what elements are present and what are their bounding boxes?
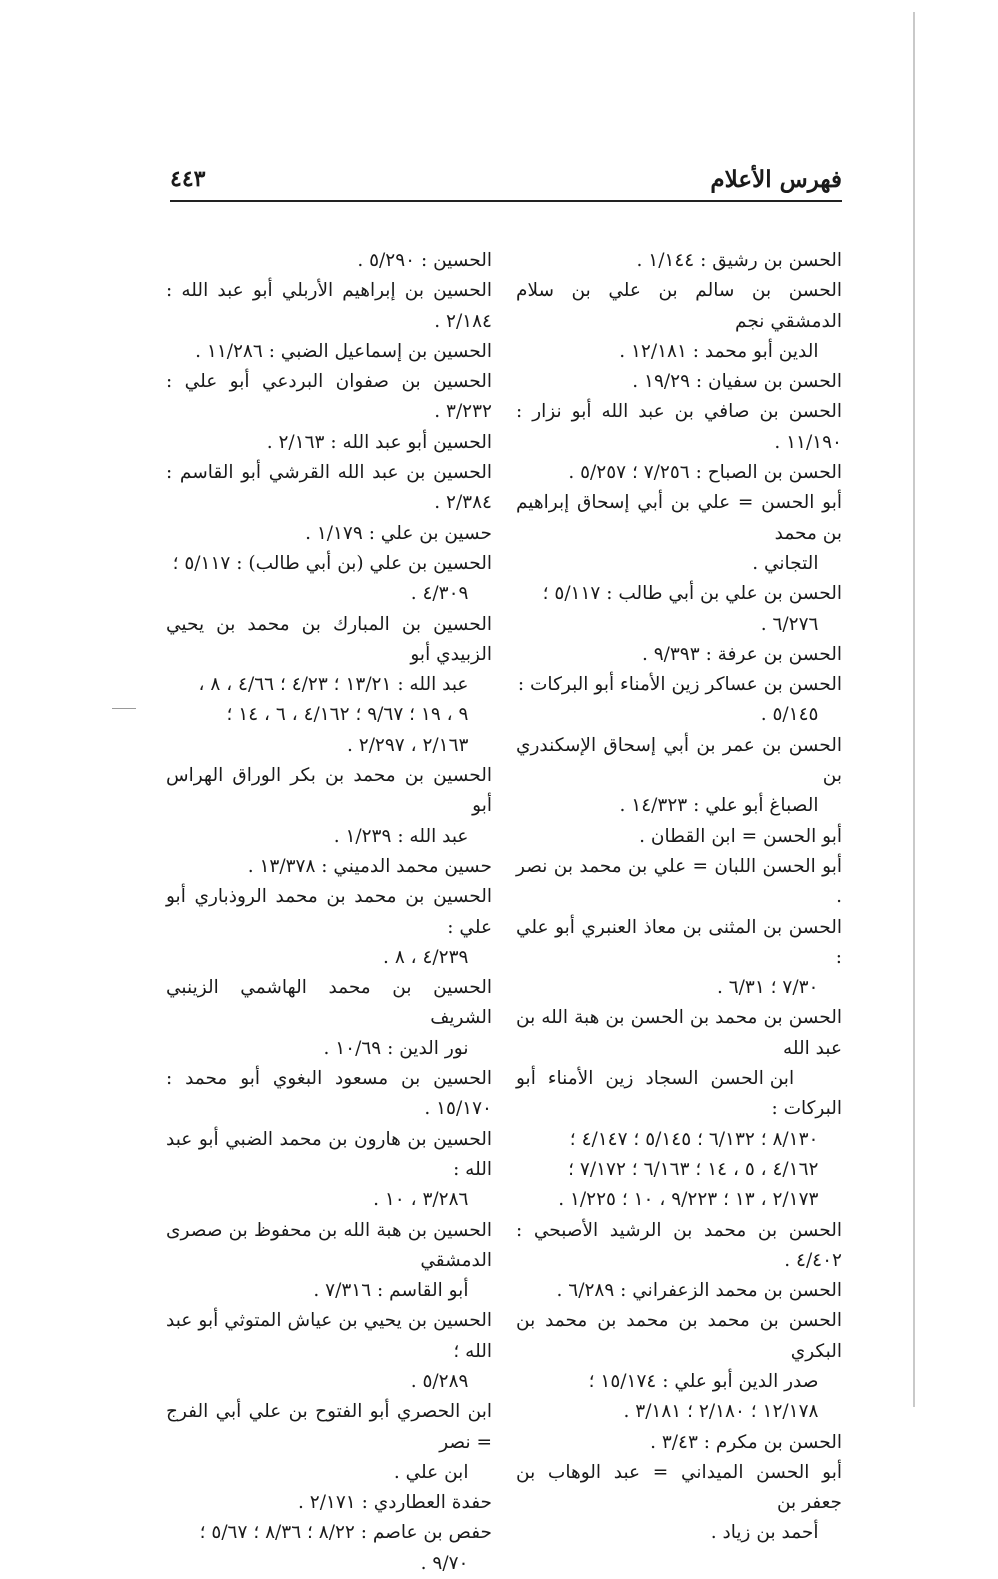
page-number: ٤٤٣: [170, 166, 206, 192]
margin-mark: [112, 708, 136, 709]
running-title: فهرس الأعلام: [710, 166, 842, 193]
index-column-right: الحسن بن رشيق : ١/١٤٤ . الحسن بن سالم بن علي بن سلام الدمشقي نجم الدين أبو محمد : ١٢/١٨١ . الحسن بن سفيان : ١٩/٢٩ . الحسن بن صافي بن عبد الله أبو نزار : ١١/١٩٠ . الحسن بن الصباح : ٧/٢٥٦ ؛ ٥/٢٥٧ . أبو الحسن = علي بن أبي إسحاق إبراهيم بن محمد التجاني . الحسن بن علي بن أبي طالب : ٥/١١٧ ؛ ٦/٢٧٦ . الحسن بن عرفة : ٩/٣٩٣ . الحسن بن عساكر زين الأمناء أبو البركات : ٥/١٤٥ . الحسن بن عمر بن أبي إسحاق الإسكندري بن الصباغ أبو علي : ١٤/٣٢٣ . أبو الحسن = ابن القطان . أبو الحسن اللبان = علي بن محمد بن نصر . الحسن بن المثنى بن معاذ العنبري أبو علي : ٧/٣٠ ؛ ٦/٣١ . الحسن بن محمد بن الحسن بن هبة الله بن عبد الله ابن الحسن السجاد زين الأمناء أبو البركات : ٨/١٣٠ ؛ ٦/١٣٢ ؛ ٥/١٤٥ ؛ ٤/١٤٧ ؛ ٤/١٦٢ ، ٥ ، ١٤ ؛ ٦/١٦٣ ؛ ٧/١٧٢ ؛ ٢/١٧٣ ، ١٣ ؛ ٩/٢٢٣ ، ١٠ ؛ ١/٢٢٥ . الحسن بن محمد بن الرشيد الأصبحي : ٤/٤٠٢ . الحسن بن محمد الزعفراني : ٦/٢٨٩ . الحسن بن محمد بن محمد بن محمد بن البكري صدر الدين أبو علي : ١٥/١٧٤ ؛ ١٢/١٧٨ ؛ ٢/١٨٠ ؛ ٣/١٨١ . الحسن بن مكرم : ٣/٤٣ . أبو الحسن الميداني = عبد الوهاب بن جعفر بن أحمد بن زياد .: [516, 250, 842, 1544]
page-gutter-line: [913, 12, 915, 1407]
index-column-left: الحسين : ٥/٢٩٠ . الحسين بن إبراهيم الأربلي أبو عبد الله : ٢/١٨٤ . الحسين بن إسماعيل الضبي : ١١/٢٨٦ . الحسين بن صفوان البردعي أبو علي : ٣/٢٣٢ . الحسين أبو عبد الله : ٢/١٦٣ . الحسين بن عبد الله القرشي أبو القاسم : ٢/٣٨٤ . حسين بن علي : ١/١٧٩ . الحسين بن علي (بن أبي طالب) : ٥/١١٧ ؛ ٤/٣٠٩ . الحسين بن المبارك بن محمد بن يحيي الزبيدي أبو عبد الله : ١٣/٢١ ؛ ٤/٢٣ ؛ ٤/٦٦ ، ٨ ، ٩ ، ١٩ ؛ ٩/٦٧ ؛ ٤/١٦٢ ، ٦ ، ١٤ ؛ ٢/١٦٣ ، ٢/٢٩٧ . الحسين بن محمد بن بكر الوراق الهراس أبو عبد الله : ١/٢٣٩ . حسين محمد الدميني : ١٣/٣٧٨ . الحسين بن محمد بن محمد الروذباري أبو علي : ٤/٢٣٩ ، ٨ . الحسين بن محمد الهاشمي الزينبي الشريف نور الدين : ١٠/٦٩ . الحسين بن مسعود البغوي أبو محمد : ١٥/١٧٠ . الحسين بن هارون بن محمد الضبي أبو عبد الله : ٣/٢٨٦ ، ١٠ . الحسين بن هبة الله بن محفوظ بن صصرى الدمشقي أبو القاسم : ٧/٣١٦ . الحسين بن يحيي بن عياش المتوثي أبو عبد الله ؛ ٥/٢٨٩ . ابن الحصري أبو الفتوح بن علي أبي الفرج = نصر ابن علي . حفدة العطاردي : ٢/١٧١ . حفص بن عاصم : ٨/٢٢ ؛ ٨/٣٦ ؛ ٥/٦٧ ؛ ٩/٧٠ .: [166, 250, 492, 1574]
page-header: [170, 166, 842, 196]
header-rule: [170, 200, 842, 202]
